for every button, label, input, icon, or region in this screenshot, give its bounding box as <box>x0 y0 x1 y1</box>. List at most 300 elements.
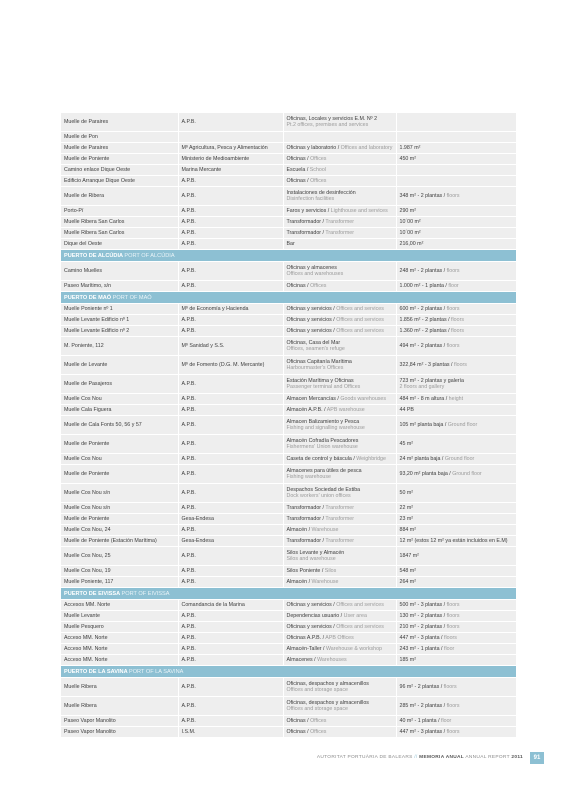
size-text: 290 m² <box>399 208 416 214</box>
use-text-en: Transformer <box>325 538 355 544</box>
location-cell <box>61 454 178 465</box>
size-text-en: floors <box>446 306 460 312</box>
table-row <box>61 655 516 666</box>
use-text-en: Harbourmaster's Offices <box>286 365 344 371</box>
owner-cell <box>178 514 283 525</box>
use-cell <box>283 577 396 588</box>
location-text: Muelle de Poniente <box>64 441 110 447</box>
owner-text: A.P.B. <box>181 441 196 447</box>
location-cell <box>61 143 178 154</box>
use-cell <box>283 697 396 716</box>
table-row <box>61 503 516 514</box>
owner-text: A.P.B. <box>181 613 196 619</box>
owner-cell <box>178 315 283 326</box>
table-row <box>61 206 516 217</box>
size-text-en: floors <box>446 624 460 630</box>
location-cell <box>61 611 178 622</box>
owner-cell <box>178 716 283 727</box>
table-row <box>61 405 516 416</box>
section-title-en: PORT OF LA SAVINA <box>128 668 184 675</box>
use-cell <box>283 206 396 217</box>
use-text: Oficinas, Locales y servicios E.M. Nº 2 <box>286 116 378 122</box>
use-text-en: Transformer <box>325 505 355 511</box>
use-text: Oficinas / <box>286 178 311 184</box>
use-text: Oficinas y laboratorio / <box>286 145 341 151</box>
table-row <box>61 315 516 326</box>
location-cell <box>61 525 178 536</box>
footer-report-en: ANNUAL REPORT <box>465 755 510 760</box>
size-text: 45 m² <box>399 441 414 447</box>
owner-text: A.P.B. <box>181 178 196 184</box>
size-text: 23 m² <box>399 516 414 522</box>
facilities-table <box>61 113 516 738</box>
use-text: Oficinas y servicios / <box>286 624 337 630</box>
location-text: Paseo Vapor Manolito <box>64 729 116 735</box>
table-row <box>61 697 516 716</box>
size-cell <box>396 547 516 566</box>
use-text: Transformador / <box>286 516 326 522</box>
use-cell <box>283 375 396 394</box>
use-cell <box>283 281 396 292</box>
location-text: Acceso MM. Norte <box>64 646 108 652</box>
owner-text: A.P.B. <box>181 568 196 574</box>
footer-separator: // <box>414 755 418 760</box>
size-text: 248 m² - 2 plantas / <box>399 268 447 274</box>
owner-cell <box>178 176 283 187</box>
section-title: PUERTO DE EIVISSA <box>64 590 120 597</box>
table-row <box>61 132 516 143</box>
table-row <box>61 514 516 525</box>
use-text: Caseta de control y báscula / <box>286 456 357 462</box>
size-cell <box>396 394 516 405</box>
owner-cell <box>178 154 283 165</box>
location-text: Muelle Levante <box>64 613 100 619</box>
owner-cell <box>178 217 283 228</box>
size-cell <box>396 727 516 738</box>
size-text: 600 m² - 2 plantas / <box>399 306 447 312</box>
table-row <box>61 622 516 633</box>
size-text: 348 m² - 2 plantas / <box>399 193 447 199</box>
size-text-en: Ground floor <box>447 422 478 428</box>
use-cell <box>283 337 396 356</box>
location-cell <box>61 176 178 187</box>
owner-text: A.P.B. <box>181 527 196 533</box>
size-cell <box>396 176 516 187</box>
use-text-en: Transformer <box>325 230 355 236</box>
size-text: 96 m² - 2 plantas / <box>399 684 444 690</box>
size-cell <box>396 132 516 143</box>
size-cell <box>396 375 516 394</box>
location-text: Paseo Vapor Manolito <box>64 718 116 724</box>
use-text: Oficinas y servicios / <box>286 602 337 608</box>
size-cell <box>396 154 516 165</box>
use-text-en: Silos and warehouse <box>286 556 336 562</box>
table-row <box>61 337 516 356</box>
use-text-en: Warehouses <box>317 657 347 663</box>
size-text: 185 m² <box>399 657 416 663</box>
use-cell <box>283 356 396 375</box>
use-text-en: Weighbridge <box>356 456 386 462</box>
owner-cell <box>178 304 283 315</box>
size-text: 130 m² - 2 plantas / <box>399 613 447 619</box>
use-text: Faros y servicios / <box>286 208 331 214</box>
use-text: Oficinas y almacenes <box>286 265 337 271</box>
location-cell <box>61 262 178 281</box>
size-text: 40 m² - 1 planta / <box>399 718 442 724</box>
location-text: Accesos MM. Norte <box>64 602 111 608</box>
owner-text: A.P.B. <box>181 635 196 641</box>
section-title-cell <box>61 588 516 600</box>
use-text-en: Offices and services <box>336 306 384 312</box>
size-text-en: floors <box>453 362 467 368</box>
use-text-en: Transformer <box>325 516 355 522</box>
location-text: Muelle Cos Nou <box>64 456 102 462</box>
use-cell <box>283 727 396 738</box>
use-text-en: User area <box>343 613 367 619</box>
location-text: M. Poniente, 112 <box>64 343 104 349</box>
size-cell <box>396 143 516 154</box>
location-text: Muelle Ribera San Carlos <box>64 230 125 236</box>
location-text: Muelle de Cala Fonts 50, 56 y 57 <box>64 422 142 428</box>
use-text: Bar <box>286 241 295 247</box>
table-row <box>61 165 516 176</box>
size-text: 723 m² - 2 plantas y galería <box>399 378 464 384</box>
table-row <box>61 600 516 611</box>
use-text: Dependencias usuario / <box>286 613 344 619</box>
use-text: Almacen Balizamiento y Pesca <box>286 419 360 425</box>
size-text: 450 m² <box>399 156 416 162</box>
size-text-en: floors <box>443 684 457 690</box>
footer-report: MEMORIA ANUAL <box>419 755 465 760</box>
size-text: 12 m² (estos 12 m² ya están incluidos en E.M) <box>399 538 508 544</box>
owner-text: Mº de Fomento (D.G. M. Mercante) <box>181 362 265 368</box>
owner-text: Marina Mercante <box>181 167 222 173</box>
use-text: Almacén / <box>286 579 312 585</box>
location-text: Muelle Cos Nou, 24 <box>64 527 111 533</box>
location-text: Muelle de Poniente <box>64 471 110 477</box>
location-cell <box>61 315 178 326</box>
size-text: 1.000 m² - 1 planta / <box>399 283 449 289</box>
owner-text: A.P.B. <box>181 119 196 125</box>
size-cell <box>396 465 516 484</box>
section-title: PUERTO DE LA SAVINA <box>64 668 128 675</box>
location-text: Edificio Arranque Dique Oeste <box>64 178 135 184</box>
use-text-en: Pt.2 offices, premises and services <box>286 122 369 128</box>
owner-cell <box>178 536 283 547</box>
owner-cell <box>178 727 283 738</box>
owner-cell <box>178 525 283 536</box>
size-cell <box>396 525 516 536</box>
size-text: 22 m² <box>399 505 414 511</box>
size-cell <box>396 566 516 577</box>
location-text: Muelle Cos Nou s/n <box>64 490 111 496</box>
use-text-en: Offices <box>310 156 327 162</box>
location-cell <box>61 716 178 727</box>
size-cell <box>396 281 516 292</box>
use-text-en: APB warehouse <box>326 407 365 413</box>
owner-text: Comandancia de la Marina <box>181 602 245 608</box>
size-text-en: floors <box>446 343 460 349</box>
size-text: 322,84 m² - 3 plantas / <box>399 362 454 368</box>
use-cell <box>283 536 396 547</box>
location-text: Muelle Poniente, 117 <box>64 579 114 585</box>
use-text-en: APB Offices <box>325 635 354 641</box>
size-cell <box>396 611 516 622</box>
location-cell <box>61 132 178 143</box>
location-cell <box>61 435 178 454</box>
use-text: Escuela / <box>286 167 310 173</box>
use-text-en: Offices and services <box>336 328 384 334</box>
owner-text: Mº de Economía y Hacienda <box>181 306 249 312</box>
owner-text: A.P.B. <box>181 283 196 289</box>
use-text: Oficinas / <box>286 729 311 735</box>
size-cell <box>396 655 516 666</box>
table-row <box>61 727 516 738</box>
owner-cell <box>178 281 283 292</box>
owner-text: A.P.B. <box>181 553 196 559</box>
owner-text: A.P.B. <box>181 657 196 663</box>
location-text: Muelle Cos Nou s/n <box>64 505 111 511</box>
owner-text: Mº Agricultura, Pesca y Alimentación <box>181 145 268 151</box>
section-title: PUERTO DE ALCÚDIA <box>64 252 123 259</box>
location-cell <box>61 678 178 697</box>
section-title-en: PORT OF MAÓ <box>112 294 152 301</box>
table-row <box>61 326 516 337</box>
owner-text: A.P.B. <box>181 407 196 413</box>
use-text-en: Offices and laboratory <box>340 145 393 151</box>
use-text: Estación Marítima y Oficinas <box>286 378 354 384</box>
owner-cell <box>178 113 283 132</box>
owner-cell <box>178 394 283 405</box>
location-text: Muelle Pesquero <box>64 624 104 630</box>
use-text-en: Goods warehouses <box>340 396 387 402</box>
use-text-en: Dock workers' union offices <box>286 493 351 499</box>
owner-text: A.P.B. <box>181 317 196 323</box>
use-text: Almacenes para útiles de pesca <box>286 468 362 474</box>
owner-cell <box>178 262 283 281</box>
size-text: 243 m² - 1 planta / <box>399 646 444 652</box>
use-cell <box>283 678 396 697</box>
location-text: Muelle Ribera <box>64 703 97 709</box>
location-cell <box>61 655 178 666</box>
size-text-en: floors <box>451 328 464 334</box>
owner-cell <box>178 697 283 716</box>
location-text: Muelle de Paraires <box>64 119 109 125</box>
owner-text: A.P.B. <box>181 471 196 477</box>
use-text: Almacén / <box>286 527 312 533</box>
use-cell <box>283 655 396 666</box>
size-text-en: Ground floor <box>444 456 475 462</box>
location-text: Camino enlace Dique Oeste <box>64 167 131 173</box>
size-cell <box>396 405 516 416</box>
owner-text: A.P.B. <box>181 684 196 690</box>
size-text: 494 m² - 2 plantas / <box>399 343 447 349</box>
location-text: Muelle Cos Nou, 25 <box>64 553 111 559</box>
use-cell <box>283 644 396 655</box>
use-text-en: Silos <box>324 568 337 574</box>
location-text: Muelle Cos Nou <box>64 396 102 402</box>
owner-cell <box>178 503 283 514</box>
location-cell <box>61 239 178 250</box>
size-text: 447 m² - 3 planta / <box>399 635 444 641</box>
size-text: 1.856 m² - 2 plantas / <box>399 317 452 323</box>
use-text: Almacén A.P.B. / <box>286 407 327 413</box>
use-text: Almacen Mercancías / <box>286 396 341 402</box>
location-text: Muelle Poniente nº 1 <box>64 306 113 312</box>
footer-org: AUTORITAT PORTUÀRIA DE BALEARS <box>316 755 413 760</box>
table-row <box>61 262 516 281</box>
size-cell <box>396 536 516 547</box>
use-cell <box>283 405 396 416</box>
location-cell <box>61 356 178 375</box>
footer-year: 2011 <box>511 755 523 760</box>
table-row <box>61 143 516 154</box>
use-cell <box>283 315 396 326</box>
use-cell <box>283 484 396 503</box>
table-row <box>61 304 516 315</box>
use-text: Almacén-Taller / <box>286 646 326 652</box>
section-title-cell <box>61 292 516 304</box>
size-text: 210 m² - 2 plantas / <box>399 624 447 630</box>
table-row <box>61 375 516 394</box>
size-text: 105 m² planta baja / <box>399 422 448 428</box>
owner-cell <box>178 375 283 394</box>
size-cell <box>396 217 516 228</box>
location-cell <box>61 547 178 566</box>
owner-cell <box>178 678 283 697</box>
location-cell <box>61 465 178 484</box>
table-row <box>61 113 516 132</box>
size-cell <box>396 416 516 435</box>
use-cell <box>283 176 396 187</box>
size-cell <box>396 315 516 326</box>
use-text-en: Warehouse <box>311 527 339 533</box>
size-text: 548 m² <box>399 568 416 574</box>
size-text: 285 m² - 2 plantas / <box>399 703 447 709</box>
use-text: Oficinas y servicios / <box>286 328 337 334</box>
table-row <box>61 644 516 655</box>
section-header <box>61 292 516 304</box>
location-text: Muelle Cos Nou, 19 <box>64 568 111 574</box>
location-cell <box>61 503 178 514</box>
owner-cell <box>178 416 283 435</box>
size-text-en: floors <box>446 193 460 199</box>
owner-text: A.P.B. <box>181 422 196 428</box>
owner-cell <box>178 655 283 666</box>
owner-cell <box>178 187 283 206</box>
size-text: 216,00 m² <box>399 241 424 247</box>
size-cell <box>396 678 516 697</box>
use-text-en: Offices and storage space <box>286 706 348 712</box>
section-title-en: PORT OF EIVISSA <box>121 590 170 597</box>
size-text-en: floors <box>446 729 460 735</box>
location-text: Muelle de Pasajeros <box>64 381 112 387</box>
location-cell <box>61 113 178 132</box>
size-text-en: floors <box>446 613 460 619</box>
location-cell <box>61 228 178 239</box>
owner-cell <box>178 132 283 143</box>
size-text-en: height <box>448 396 464 402</box>
owner-text: Gesa-Endesa <box>181 538 214 544</box>
location-text: Acceso MM. Norte <box>64 657 108 663</box>
use-text-en: Offices and services <box>336 602 384 608</box>
owner-cell <box>178 435 283 454</box>
size-cell <box>396 633 516 644</box>
use-text-en: Transformer <box>325 219 355 225</box>
use-text: Transformador / <box>286 219 326 225</box>
size-cell <box>396 577 516 588</box>
use-cell <box>283 394 396 405</box>
size-text: 264 m² <box>399 579 416 585</box>
size-text: 1847 m² <box>399 553 419 559</box>
table-row <box>61 281 516 292</box>
table-row <box>61 633 516 644</box>
table-row <box>61 678 516 697</box>
size-cell <box>396 716 516 727</box>
location-cell <box>61 326 178 337</box>
use-text-en: Offices <box>310 729 327 735</box>
owner-text: A.P.B. <box>181 703 196 709</box>
owner-text: A.P.B. <box>181 219 196 225</box>
owner-text: A.P.B. <box>181 456 196 462</box>
owner-cell <box>178 566 283 577</box>
section-title-cell <box>61 666 516 678</box>
section-header <box>61 250 516 262</box>
size-cell <box>396 697 516 716</box>
location-text: Muelle de Levante <box>64 362 108 368</box>
location-cell <box>61 416 178 435</box>
size-cell <box>396 326 516 337</box>
use-text: Silos Levante y Almacén <box>286 550 345 556</box>
size-cell <box>396 187 516 206</box>
size-text: 500 m² - 3 plantas / <box>399 602 447 608</box>
use-cell <box>283 165 396 176</box>
size-cell <box>396 356 516 375</box>
location-cell <box>61 536 178 547</box>
location-cell <box>61 394 178 405</box>
table-row <box>61 435 516 454</box>
use-text: Oficinas A.P.B. / <box>286 635 326 641</box>
use-cell <box>283 633 396 644</box>
owner-cell <box>178 611 283 622</box>
size-text: 1.360 m² - 2 plantas / <box>399 328 452 334</box>
use-cell <box>283 547 396 566</box>
use-cell <box>283 566 396 577</box>
location-text: Muelle Levante Edificio nº 1 <box>64 317 130 323</box>
table-row <box>61 228 516 239</box>
owner-text: A.P.B. <box>181 646 196 652</box>
use-cell <box>283 132 396 143</box>
table-row <box>61 611 516 622</box>
size-cell <box>396 514 516 525</box>
location-text: Muelle Levante Edificio nº 2 <box>64 328 130 334</box>
use-text: Almacén Cofradía Pescadores <box>286 438 359 444</box>
table-row <box>61 716 516 727</box>
owner-cell <box>178 206 283 217</box>
location-cell <box>61 375 178 394</box>
location-text: Muelle de Poniente <box>64 516 110 522</box>
owner-cell <box>178 337 283 356</box>
owner-text: Ministerio de Medioambiente <box>181 156 250 162</box>
use-text-en: Warehouse <box>311 579 339 585</box>
owner-cell <box>178 326 283 337</box>
use-cell <box>283 435 396 454</box>
location-cell <box>61 577 178 588</box>
size-text-en: floors <box>443 635 457 641</box>
size-text: 484 m² - 8 m altura / <box>399 396 449 402</box>
location-cell <box>61 633 178 644</box>
use-text: Transformador / <box>286 230 326 236</box>
